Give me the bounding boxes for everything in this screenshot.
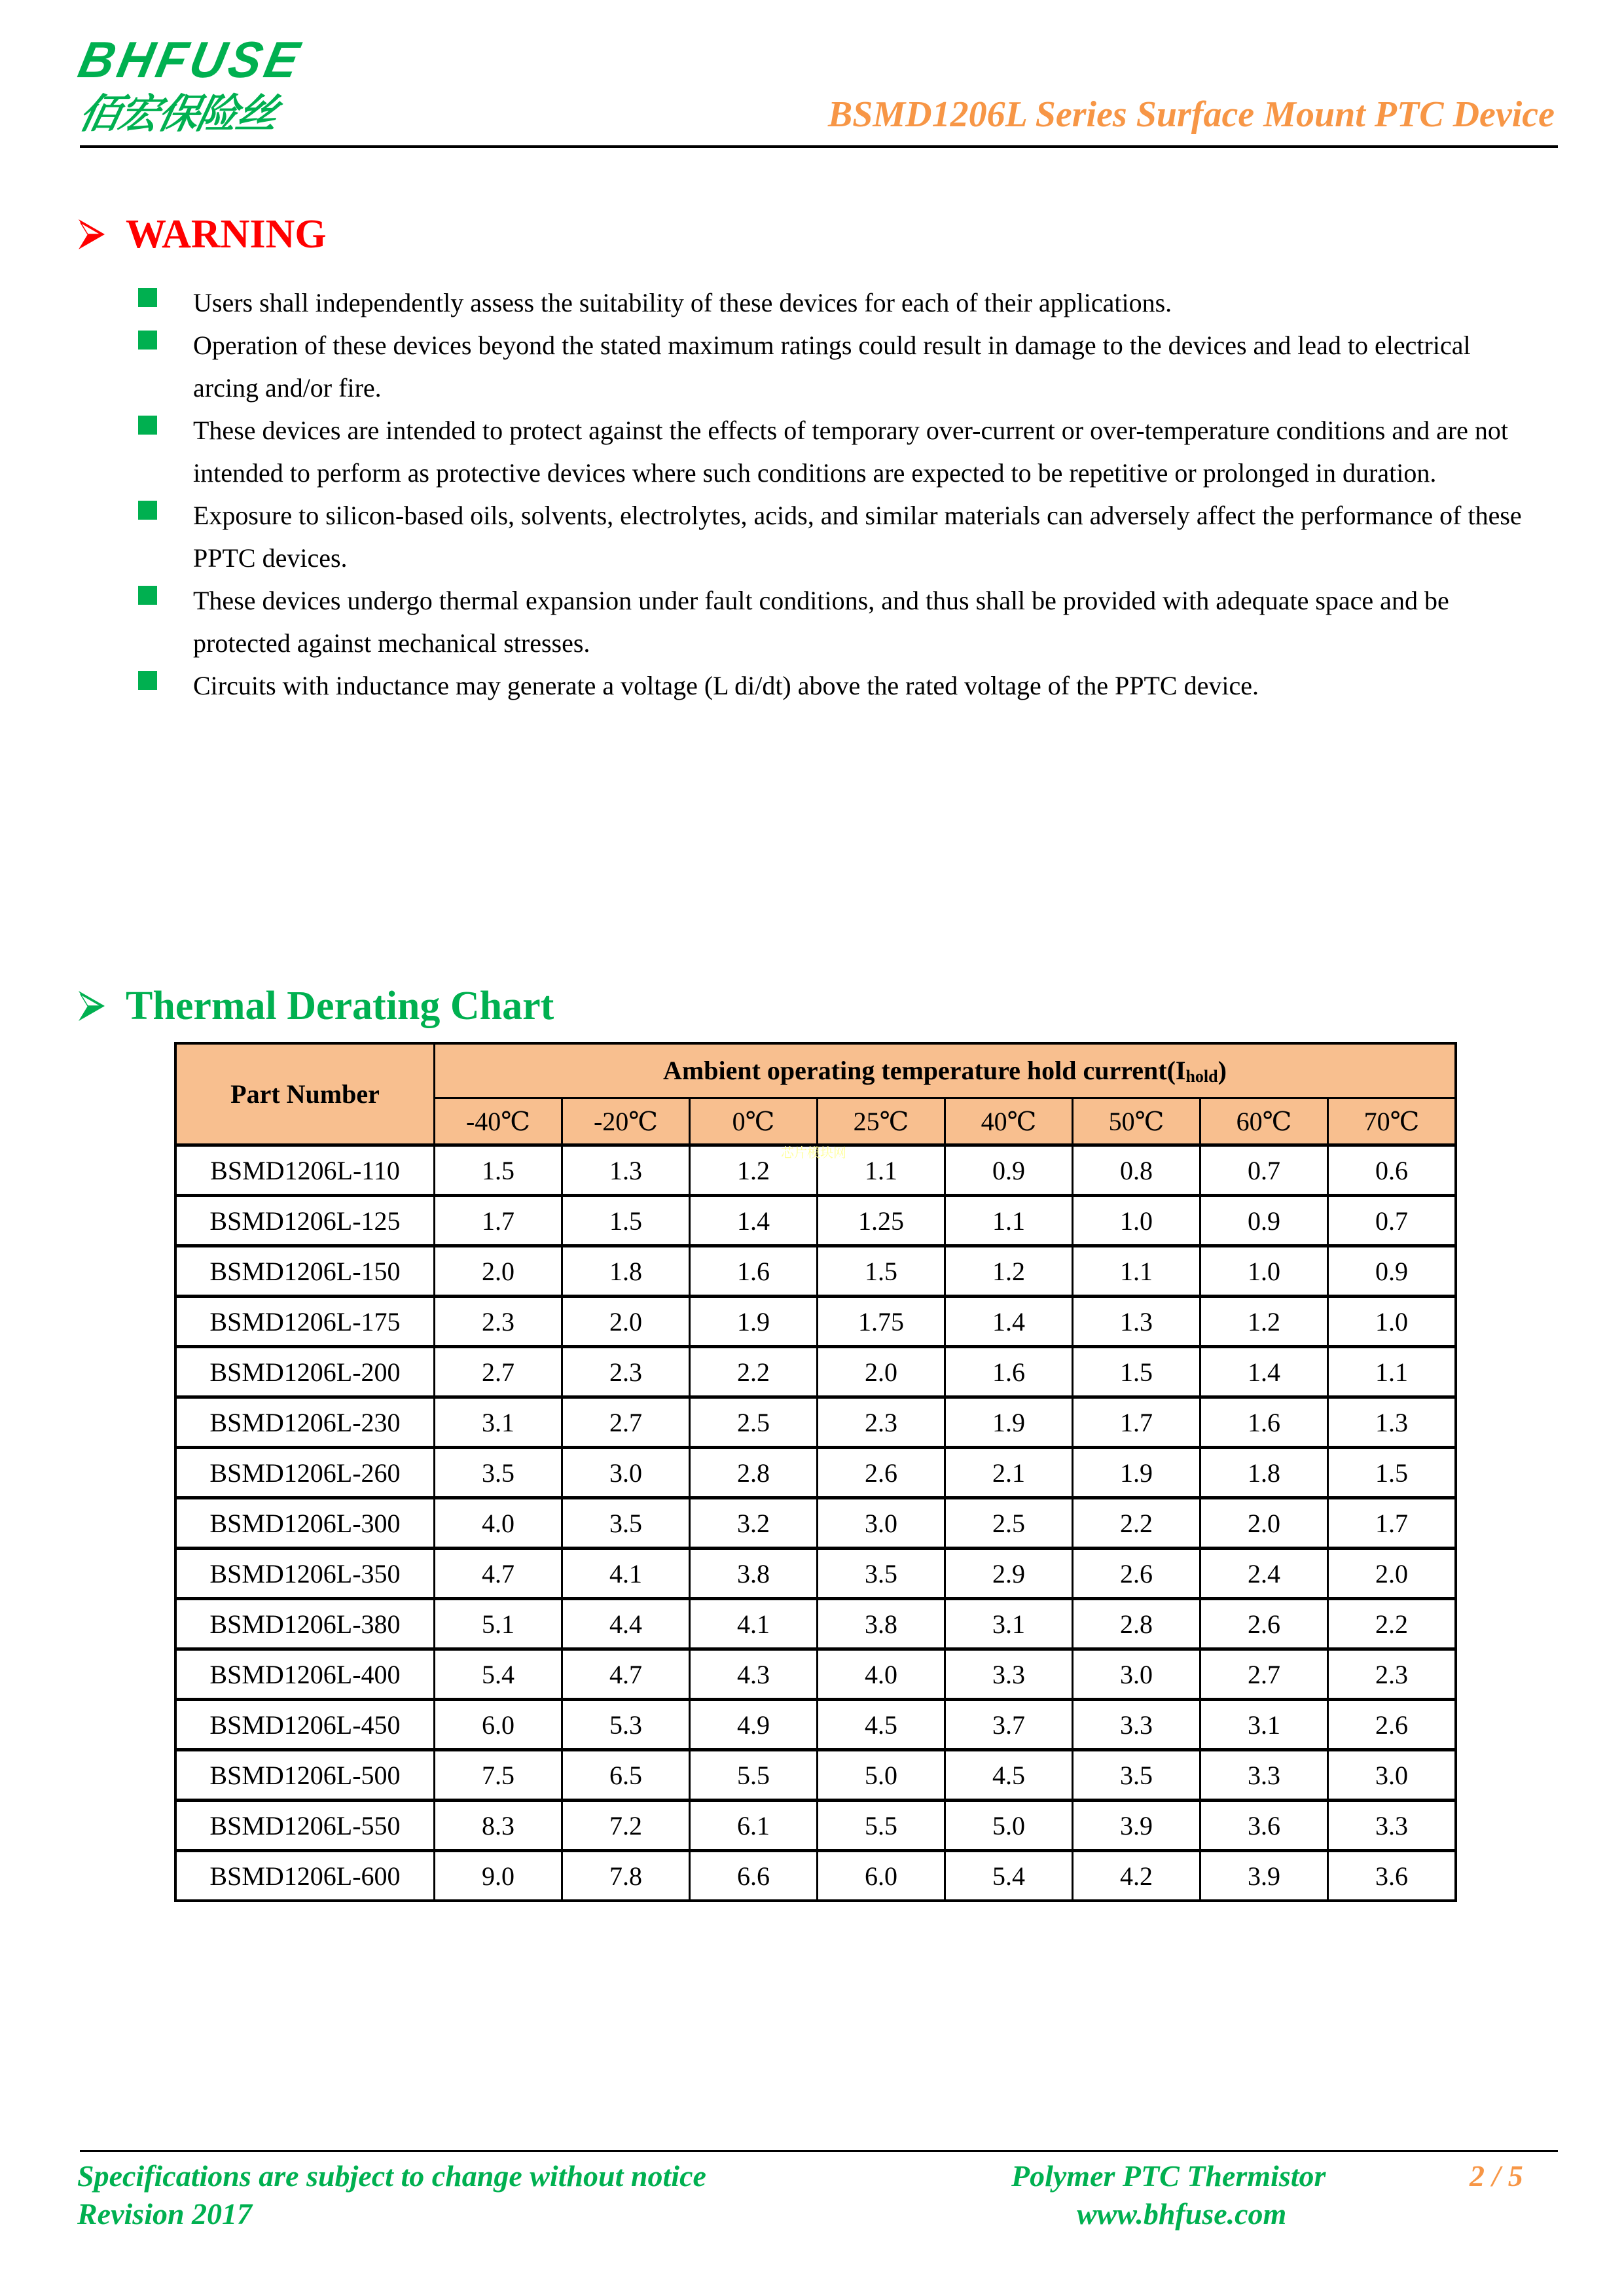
hold-current-cell: 1.2 bbox=[690, 1145, 818, 1196]
part-number-cell: BSMD1206L-150 bbox=[175, 1246, 435, 1297]
hold-current-cell: 1.3 bbox=[562, 1145, 690, 1196]
hold-current-cell: 2.6 bbox=[1073, 1549, 1200, 1599]
hold-current-cell: 4.7 bbox=[435, 1549, 562, 1599]
hold-current-cell: 0.9 bbox=[1200, 1196, 1328, 1246]
hold-current-cell: 3.6 bbox=[1200, 1801, 1328, 1851]
hold-current-cell: 2.3 bbox=[435, 1297, 562, 1347]
warning-item-text: Users shall independently assess the suitability of these devices for each of their applications. bbox=[193, 288, 1172, 317]
table-row bbox=[175, 1599, 1456, 1649]
table-row bbox=[175, 1851, 1456, 1901]
hold-current-cell: 3.7 bbox=[945, 1700, 1073, 1750]
footer-product: Polymer PTC Thermistor bbox=[1011, 2159, 1326, 2193]
hold-current-cell: 5.0 bbox=[945, 1801, 1073, 1851]
hold-current-cell: 3.0 bbox=[562, 1448, 690, 1498]
logo-text-cn: 佰宏保险丝 bbox=[75, 90, 281, 137]
hold-current-cell: 5.0 bbox=[818, 1750, 945, 1801]
page-number: 2 / 5 bbox=[1470, 2159, 1523, 2193]
hold-current-cell: 1.4 bbox=[690, 1196, 818, 1246]
hold-current-cell: 1.2 bbox=[1200, 1297, 1328, 1347]
warning-item bbox=[138, 494, 1526, 579]
hold-current-cell: 3.1 bbox=[435, 1397, 562, 1448]
hold-current-cell: 2.2 bbox=[1073, 1498, 1200, 1549]
warning-item bbox=[138, 281, 1526, 324]
hold-current-cell: 4.2 bbox=[1073, 1851, 1200, 1901]
hold-current-cell: 2.7 bbox=[435, 1347, 562, 1397]
hold-current-cell: 7.8 bbox=[562, 1851, 690, 1901]
part-number-cell: BSMD1206L-550 bbox=[175, 1801, 435, 1851]
footer-website[interactable]: www.bhfuse.com bbox=[1077, 2197, 1287, 2231]
hold-current-cell: 2.7 bbox=[562, 1397, 690, 1448]
hold-current-cell: 6.1 bbox=[690, 1801, 818, 1851]
hold-current-cell: 1.7 bbox=[1073, 1397, 1200, 1448]
hold-current-cell: 1.75 bbox=[818, 1297, 945, 1347]
hold-current-cell: 3.3 bbox=[1328, 1801, 1456, 1851]
hold-current-cell: 2.0 bbox=[435, 1246, 562, 1297]
temp-header: -40℃ bbox=[435, 1098, 562, 1145]
arrow-right-icon bbox=[79, 219, 105, 249]
hold-current-cell: 2.6 bbox=[818, 1448, 945, 1498]
hold-current-cell: 0.8 bbox=[1073, 1145, 1200, 1196]
hold-current-cell: 4.3 bbox=[690, 1649, 818, 1700]
thermal-derating-table bbox=[174, 1042, 1457, 1902]
table-row bbox=[175, 1498, 1456, 1549]
square-bullet-icon bbox=[138, 288, 157, 307]
hold-current-cell: 6.0 bbox=[435, 1700, 562, 1750]
warning-heading bbox=[79, 208, 327, 260]
hold-current-cell: 1.1 bbox=[945, 1196, 1073, 1246]
hold-current-cell: 2.2 bbox=[690, 1347, 818, 1397]
thermal-derating-heading bbox=[79, 980, 554, 1032]
hold-current-cell: 1.1 bbox=[1328, 1347, 1456, 1397]
part-number-cell: BSMD1206L-600 bbox=[175, 1851, 435, 1901]
hold-current-cell: 2.2 bbox=[1328, 1599, 1456, 1649]
part-number-cell: BSMD1206L-300 bbox=[175, 1498, 435, 1549]
hold-current-cell: 3.3 bbox=[945, 1649, 1073, 1700]
table-row bbox=[175, 1549, 1456, 1599]
hold-current-cell: 4.0 bbox=[435, 1498, 562, 1549]
part-number-cell: BSMD1206L-200 bbox=[175, 1347, 435, 1397]
footer-divider bbox=[80, 2150, 1558, 2152]
hold-current-cell: 4.5 bbox=[945, 1750, 1073, 1801]
logo-text-en: BHFUSE bbox=[73, 31, 308, 88]
hold-current-cell: 3.1 bbox=[945, 1599, 1073, 1649]
hold-current-cell: 5.4 bbox=[945, 1851, 1073, 1901]
hold-current-cell: 2.0 bbox=[1200, 1498, 1328, 1549]
hold-current-cell: 1.5 bbox=[435, 1145, 562, 1196]
table-body bbox=[175, 1145, 1456, 1901]
warning-item-text: These devices undergo thermal expansion under fault conditions, and thus shall be provided with adequate space and be protected against mechanical stresses. bbox=[193, 586, 1449, 658]
hold-current-cell: 4.0 bbox=[818, 1649, 945, 1700]
square-bullet-icon bbox=[138, 501, 157, 520]
hold-current-cell: 0.7 bbox=[1200, 1145, 1328, 1196]
part-number-cell: BSMD1206L-110 bbox=[175, 1145, 435, 1196]
part-number-cell: BSMD1206L-380 bbox=[175, 1599, 435, 1649]
hold-current-cell: 2.5 bbox=[945, 1498, 1073, 1549]
hold-current-cell: 2.8 bbox=[1073, 1599, 1200, 1649]
table-row bbox=[175, 1448, 1456, 1498]
table-row bbox=[175, 1700, 1456, 1750]
hold-current-cell: 3.6 bbox=[1328, 1851, 1456, 1901]
warning-item-text: Exposure to silicon-based oils, solvents, electrolytes, acids, and similar materials can adversely affect the performance of these PPTC devices. bbox=[193, 501, 1522, 573]
hold-current-cell: 3.5 bbox=[818, 1549, 945, 1599]
warning-heading-text: WARNING bbox=[126, 212, 327, 257]
thermal-heading-text: Thermal Derating Chart bbox=[126, 984, 554, 1028]
hold-current-cell: 5.5 bbox=[690, 1750, 818, 1801]
warning-item bbox=[138, 664, 1526, 707]
hold-current-cell: 1.2 bbox=[945, 1246, 1073, 1297]
warning-item-text: These devices are intended to protect against the effects of temporary over-current or over-temperature conditions and are not intended to perform as protective devices where such conditions are expected to be repetitive or prolonged in duration. bbox=[193, 416, 1509, 488]
hold-current-cell: 3.2 bbox=[690, 1498, 818, 1549]
hold-current-cell: 5.3 bbox=[562, 1700, 690, 1750]
hold-current-cell: 2.7 bbox=[1200, 1649, 1328, 1700]
square-bullet-icon bbox=[138, 586, 157, 605]
hold-current-header bbox=[435, 1043, 1456, 1098]
hold-current-cell: 3.0 bbox=[1328, 1750, 1456, 1801]
hold-current-cell: 6.0 bbox=[818, 1851, 945, 1901]
table-row bbox=[175, 1397, 1456, 1448]
hold-current-cell: 2.3 bbox=[562, 1347, 690, 1397]
hold-current-cell: 2.6 bbox=[1328, 1700, 1456, 1750]
hold-current-cell: 5.1 bbox=[435, 1599, 562, 1649]
warning-item bbox=[138, 409, 1526, 494]
hold-current-cell: 4.7 bbox=[562, 1649, 690, 1700]
temp-header: 60℃ bbox=[1200, 1098, 1328, 1145]
hold-current-cell: 1.9 bbox=[945, 1397, 1073, 1448]
temp-header: 50℃ bbox=[1073, 1098, 1200, 1145]
hold-current-header-text: Ambient operating temperature hold current(I bbox=[663, 1056, 1186, 1085]
square-bullet-icon bbox=[138, 416, 157, 435]
temp-header: 40℃ bbox=[945, 1098, 1073, 1145]
hold-current-cell: 1.1 bbox=[818, 1145, 945, 1196]
hold-current-cell: 1.0 bbox=[1200, 1246, 1328, 1297]
warning-item bbox=[138, 579, 1526, 664]
hold-current-cell: 2.1 bbox=[945, 1448, 1073, 1498]
hold-current-cell: 1.3 bbox=[1073, 1297, 1200, 1347]
table-row bbox=[175, 1801, 1456, 1851]
table-row bbox=[175, 1750, 1456, 1801]
hold-current-cell: 7.2 bbox=[562, 1801, 690, 1851]
hold-current-cell: 1.5 bbox=[1073, 1347, 1200, 1397]
hold-current-cell: 3.5 bbox=[562, 1498, 690, 1549]
hold-current-cell: 3.0 bbox=[818, 1498, 945, 1549]
hold-current-cell: 2.0 bbox=[1328, 1549, 1456, 1599]
hold-current-cell: 1.7 bbox=[1328, 1498, 1456, 1549]
temp-header: 70℃ bbox=[1328, 1098, 1456, 1145]
hold-current-cell: 4.1 bbox=[690, 1599, 818, 1649]
hold-current-cell: 4.9 bbox=[690, 1700, 818, 1750]
warning-item-text: Circuits with inductance may generate a voltage (L di/dt) above the rated voltage of the PPTC device. bbox=[193, 671, 1259, 700]
temp-header: 25℃ bbox=[818, 1098, 945, 1145]
hold-current-cell: 9.0 bbox=[435, 1851, 562, 1901]
hold-current-cell: 1.4 bbox=[945, 1297, 1073, 1347]
square-bullet-icon bbox=[138, 671, 157, 690]
hold-current-cell: 1.25 bbox=[818, 1196, 945, 1246]
hold-current-cell: 0.6 bbox=[1328, 1145, 1456, 1196]
hold-current-cell: 1.9 bbox=[1073, 1448, 1200, 1498]
hold-current-cell: 1.8 bbox=[562, 1246, 690, 1297]
hold-current-cell: 8.3 bbox=[435, 1801, 562, 1851]
hold-current-cell: 1.5 bbox=[1328, 1448, 1456, 1498]
warning-item-text: Operation of these devices beyond the stated maximum ratings could result in damage to the devices and lead to electrical arcing and/or fire. bbox=[193, 331, 1471, 403]
hold-current-cell: 4.1 bbox=[562, 1549, 690, 1599]
hold-current-cell: 1.0 bbox=[1328, 1297, 1456, 1347]
footer-notice: Specifications are subject to change without notice bbox=[77, 2159, 706, 2193]
table-row bbox=[175, 1347, 1456, 1397]
square-bullet-icon bbox=[138, 331, 157, 350]
hold-current-cell: 1.1 bbox=[1073, 1246, 1200, 1297]
table-row bbox=[175, 1649, 1456, 1700]
hold-current-cell: 2.0 bbox=[818, 1347, 945, 1397]
hold-current-cell: 2.6 bbox=[1200, 1599, 1328, 1649]
document-title: BSMD1206L Series Surface Mount PTC Device bbox=[827, 94, 1555, 135]
hold-current-cell: 2.8 bbox=[690, 1448, 818, 1498]
arrow-right-icon bbox=[79, 991, 105, 1021]
hold-current-header-close: ) bbox=[1218, 1056, 1227, 1085]
hold-current-cell: 3.9 bbox=[1200, 1851, 1328, 1901]
hold-current-cell: 5.4 bbox=[435, 1649, 562, 1700]
hold-current-cell: 3.3 bbox=[1073, 1700, 1200, 1750]
part-number-cell: BSMD1206L-175 bbox=[175, 1297, 435, 1347]
footer-revision: Revision 2017 bbox=[77, 2197, 253, 2231]
hold-current-cell: 3.8 bbox=[818, 1599, 945, 1649]
hold-current-cell: 3.9 bbox=[1073, 1801, 1200, 1851]
part-number-cell: BSMD1206L-230 bbox=[175, 1397, 435, 1448]
hold-current-cell: 3.0 bbox=[1073, 1649, 1200, 1700]
hold-current-cell: 3.3 bbox=[1200, 1750, 1328, 1801]
hold-current-cell: 1.9 bbox=[690, 1297, 818, 1347]
company-logo bbox=[73, 31, 308, 140]
hold-current-cell: 1.5 bbox=[818, 1246, 945, 1297]
hold-current-cell: 1.6 bbox=[690, 1246, 818, 1297]
hold-current-cell: 3.5 bbox=[435, 1448, 562, 1498]
hold-current-cell: 1.3 bbox=[1328, 1397, 1456, 1448]
hold-current-cell: 1.6 bbox=[1200, 1397, 1328, 1448]
hold-current-cell: 2.3 bbox=[1328, 1649, 1456, 1700]
hold-current-cell: 2.0 bbox=[562, 1297, 690, 1347]
part-number-cell: BSMD1206L-400 bbox=[175, 1649, 435, 1700]
hold-current-cell: 6.5 bbox=[562, 1750, 690, 1801]
table-row bbox=[175, 1246, 1456, 1297]
part-number-header: Part Number bbox=[175, 1043, 435, 1145]
hold-current-cell: 5.5 bbox=[818, 1801, 945, 1851]
hold-current-cell: 3.1 bbox=[1200, 1700, 1328, 1750]
hold-current-cell: 0.9 bbox=[1328, 1246, 1456, 1297]
hold-current-cell: 1.0 bbox=[1073, 1196, 1200, 1246]
part-number-cell: BSMD1206L-260 bbox=[175, 1448, 435, 1498]
part-number-cell: BSMD1206L-500 bbox=[175, 1750, 435, 1801]
hold-current-cell: 2.9 bbox=[945, 1549, 1073, 1599]
hold-current-cell: 2.5 bbox=[690, 1397, 818, 1448]
hold-current-cell: 4.5 bbox=[818, 1700, 945, 1750]
hold-current-cell: 1.6 bbox=[945, 1347, 1073, 1397]
hold-current-cell: 6.6 bbox=[690, 1851, 818, 1901]
part-number-cell: BSMD1206L-450 bbox=[175, 1700, 435, 1750]
warning-list bbox=[138, 281, 1526, 707]
warning-item bbox=[138, 324, 1526, 409]
table-row bbox=[175, 1297, 1456, 1347]
header-divider bbox=[80, 145, 1558, 148]
temp-header: 0℃ bbox=[690, 1098, 818, 1145]
part-number-cell: BSMD1206L-125 bbox=[175, 1196, 435, 1246]
hold-current-cell: 1.7 bbox=[435, 1196, 562, 1246]
hold-current-cell: 7.5 bbox=[435, 1750, 562, 1801]
temp-header: -20℃ bbox=[562, 1098, 690, 1145]
hold-current-cell: 2.4 bbox=[1200, 1549, 1328, 1599]
hold-current-cell: 3.8 bbox=[690, 1549, 818, 1599]
hold-subscript: hold bbox=[1185, 1067, 1218, 1086]
hold-current-cell: 3.5 bbox=[1073, 1750, 1200, 1801]
watermark: 芯片模块网 bbox=[781, 1145, 846, 1160]
hold-current-cell: 0.7 bbox=[1328, 1196, 1456, 1246]
hold-current-cell: 1.5 bbox=[562, 1196, 690, 1246]
hold-current-cell: 1.8 bbox=[1200, 1448, 1328, 1498]
hold-current-cell: 1.4 bbox=[1200, 1347, 1328, 1397]
hold-current-cell: 4.4 bbox=[562, 1599, 690, 1649]
hold-current-cell: 0.9 bbox=[945, 1145, 1073, 1196]
table-row bbox=[175, 1196, 1456, 1246]
hold-current-cell: 2.3 bbox=[818, 1397, 945, 1448]
part-number-cell: BSMD1206L-350 bbox=[175, 1549, 435, 1599]
